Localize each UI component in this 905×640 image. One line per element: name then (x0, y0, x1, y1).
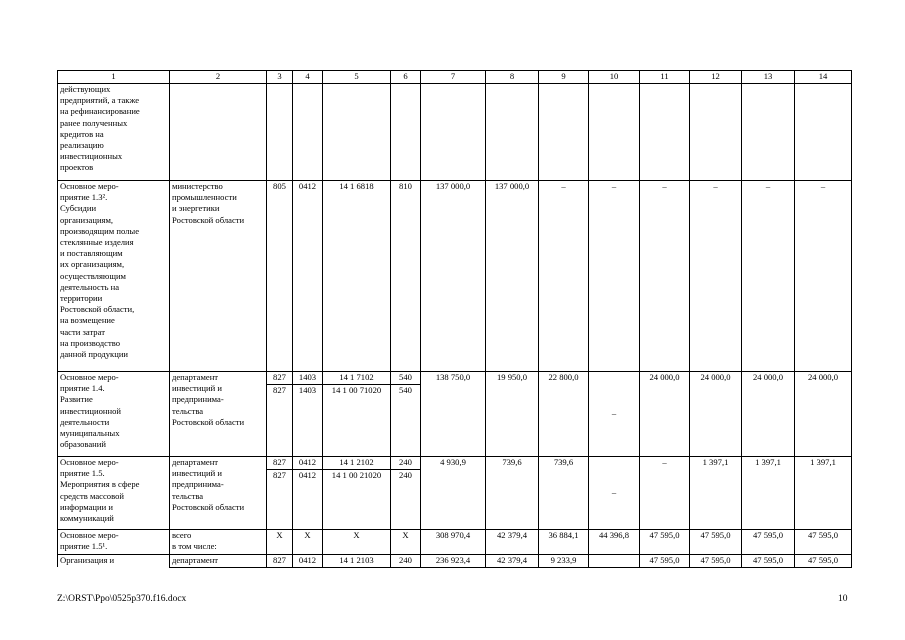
year-cell (589, 555, 640, 568)
year-cell: – (589, 457, 640, 530)
text-line: стеклянные изделия (60, 237, 134, 248)
empty-cell (170, 84, 267, 181)
year-cell: 47 595,0 (742, 555, 795, 568)
text-line: приятие 1.5¹. (60, 541, 108, 552)
text-line: промышленности (172, 192, 237, 203)
csr-cell: 14 1 00 71020 (323, 385, 391, 457)
text-line: на рефинансирование (60, 106, 140, 117)
table-row (58, 372, 852, 385)
text-line: и поставляющим (60, 248, 123, 259)
empty-cell (589, 84, 640, 181)
text-line: части затрат (60, 326, 105, 337)
text-line: и энергетики (172, 203, 220, 214)
text-line: Развитие (60, 394, 93, 405)
text-line: кредитов на (60, 128, 104, 139)
text-line: Основное меро- (60, 181, 119, 191)
year-cell: 24 000,0 (795, 372, 852, 457)
year-cell: 42 379,4 (486, 555, 539, 568)
year-cell: – (589, 372, 640, 457)
header-cell-13: 13 (742, 71, 795, 84)
total-cell: 137 000,0 (421, 181, 486, 372)
table-row (58, 181, 852, 372)
year-cell: 44 396,8 (589, 530, 640, 555)
vr-cell: Х (391, 530, 421, 555)
header-cell-5: 5 (323, 71, 391, 84)
text-line: приятие 1.5. (60, 468, 105, 479)
rzpr-cell: Х (293, 530, 323, 555)
text-line: предприятий, а также (60, 95, 140, 106)
csr-cell: 14 1 2103 (323, 555, 391, 568)
rzpr-cell: 1403 (293, 372, 323, 385)
text-line: ранее полученных (60, 117, 128, 128)
year-cell: 47 595,0 (640, 530, 690, 555)
footer-file-path: Z:\ORST\Ppo\0525p370.f16.docx (57, 594, 187, 604)
text-line: департамент (172, 457, 219, 467)
text-line: на производство (60, 337, 121, 348)
csr-cell: Х (323, 530, 391, 555)
empty-cell (391, 84, 421, 181)
empty-cell (421, 84, 486, 181)
year-cell: – (640, 181, 690, 372)
text-line: всего (172, 530, 192, 540)
vr-cell: 240 (391, 555, 421, 568)
year-cell: – (539, 181, 589, 372)
year-cell: – (589, 181, 640, 372)
text-line: деятельность на (60, 281, 120, 292)
header-cell-1: 1 (58, 71, 170, 84)
grbs-cell: 805 (267, 181, 293, 372)
csr-cell: 14 1 7102 (323, 372, 391, 385)
text-line: Ростовской области (172, 214, 245, 225)
year-cell: 36 884,1 (539, 530, 589, 555)
header-cell-3: 3 (267, 71, 293, 84)
text-line: в том числе: (172, 541, 217, 552)
year-cell: 47 595,0 (690, 555, 742, 568)
text-line: министерство (172, 181, 223, 191)
text-line: Основное меро- (60, 457, 119, 467)
text-line: тельства (172, 405, 204, 416)
text-line: деятельности (60, 416, 110, 427)
text-line: на возмещение (60, 315, 115, 326)
year-cell: 24 000,0 (690, 372, 742, 457)
header-cell-7: 7 (421, 71, 486, 84)
year-cell: 1 397,1 (690, 457, 742, 530)
text-line: Ростовской области (172, 416, 245, 427)
rzpr-cell: 0412 (293, 470, 323, 530)
table-row (58, 530, 852, 555)
grbs-cell: Х (267, 530, 293, 555)
year-cell: 47 595,0 (640, 555, 690, 568)
text-line: тельства (172, 490, 204, 501)
text-line: Субсидии (60, 203, 97, 214)
text-line: Основное меро- (60, 372, 119, 382)
year-cell: 22 800,0 (539, 372, 589, 457)
grbs-cell: 827 (267, 555, 293, 568)
text-line: инвестиционных (60, 151, 123, 162)
year-cell: 47 595,0 (742, 530, 795, 555)
vr-cell: 240 (391, 457, 421, 470)
executor-cell: департамент (170, 555, 267, 568)
activity-name-cell (58, 181, 170, 372)
year-cell: 24 000,0 (742, 372, 795, 457)
header-row (58, 71, 852, 84)
table-row (58, 555, 852, 568)
grbs-cell: 827 (267, 457, 293, 470)
executor-cell (170, 372, 267, 457)
vr-cell: 240 (391, 470, 421, 530)
header-cell-2: 2 (170, 71, 267, 84)
year-cell: 42 379,4 (486, 530, 539, 555)
vr-cell: 810 (391, 181, 421, 372)
year-cell: 1 397,1 (795, 457, 852, 530)
vr-cell: 540 (391, 385, 421, 457)
year-cell: – (690, 181, 742, 372)
empty-cell (742, 84, 795, 181)
grbs-cell: 827 (267, 385, 293, 457)
text-line: реализацию (60, 140, 104, 151)
header-cell-12: 12 (690, 71, 742, 84)
text-line: инвестиций и (172, 383, 222, 394)
text-line: осуществляющим (60, 270, 126, 281)
rzpr-cell: 1403 (293, 385, 323, 457)
activity-name-cell (58, 84, 170, 181)
total-cell: 4 930,9 (421, 457, 486, 530)
empty-cell (293, 84, 323, 181)
rzpr-cell: 0412 (293, 181, 323, 372)
header-cell-6: 6 (391, 71, 421, 84)
empty-cell (539, 84, 589, 181)
year-cell: 739,6 (486, 457, 539, 530)
text-line: образований (60, 439, 106, 450)
rzpr-cell: 0412 (293, 555, 323, 568)
year-cell: – (640, 457, 690, 530)
year-cell: – (795, 181, 852, 372)
activity-name-cell (58, 372, 170, 457)
text-line: Мероприятия в сфере (60, 479, 140, 490)
total-cell: 138 750,0 (421, 372, 486, 457)
executor-cell (170, 457, 267, 530)
year-cell: – (742, 181, 795, 372)
text-line: Ростовской области, (60, 304, 135, 315)
text-line: приятие 1.4. (60, 383, 105, 394)
text-line: средств массовой (60, 490, 124, 501)
text-line: их организациям, (60, 259, 125, 270)
text-line: действующих (60, 84, 111, 94)
table-row (58, 84, 852, 181)
year-cell: 47 595,0 (690, 530, 742, 555)
header-cell-10: 10 (589, 71, 640, 84)
activity-name-cell (58, 457, 170, 530)
empty-cell (267, 84, 293, 181)
text-line: организациям, (60, 214, 114, 225)
text-line: предпринима- (172, 479, 224, 490)
rzpr-cell: 0412 (293, 457, 323, 470)
header-cell-9: 9 (539, 71, 589, 84)
grbs-cell: 827 (267, 372, 293, 385)
year-cell: 739,6 (539, 457, 589, 530)
empty-cell (486, 84, 539, 181)
year-cell: 24 000,0 (640, 372, 690, 457)
executor-cell (170, 530, 267, 555)
text-line: инвестиций и (172, 468, 222, 479)
year-cell: 47 595,0 (795, 555, 852, 568)
header-cell-14: 14 (795, 71, 852, 84)
text-line: приятие 1.3². (60, 192, 108, 203)
csr-cell: 14 1 6818 (323, 181, 391, 372)
text-line: производящим полые (60, 225, 140, 236)
page-number: 10 (838, 594, 848, 604)
year-cell: 137 000,0 (486, 181, 539, 372)
text-line: департамент (172, 372, 219, 382)
text-line: предпринима- (172, 394, 224, 405)
year-cell: 1 397,1 (742, 457, 795, 530)
header-cell-4: 4 (293, 71, 323, 84)
total-cell: 236 923,4 (421, 555, 486, 568)
activity-name-cell (58, 530, 170, 555)
text-line: муниципальных (60, 428, 120, 439)
text-line: Ростовской области (172, 501, 245, 512)
empty-cell (323, 84, 391, 181)
text-line: Основное меро- (60, 530, 119, 540)
year-cell: 19 950,0 (486, 372, 539, 457)
budget-table (57, 70, 852, 568)
year-cell: 47 595,0 (795, 530, 852, 555)
empty-cell (640, 84, 690, 181)
vr-cell: 540 (391, 372, 421, 385)
text-line: информации и (60, 501, 113, 512)
empty-cell (690, 84, 742, 181)
year-cell: 9 233,9 (539, 555, 589, 568)
activity-name-cell: Организация и (58, 555, 170, 568)
text-line: данной продукции (60, 349, 129, 360)
grbs-cell: 827 (267, 470, 293, 530)
header-cell-8: 8 (486, 71, 539, 84)
header-cell-11: 11 (640, 71, 690, 84)
csr-cell: 14 1 00 21020 (323, 470, 391, 530)
empty-cell (795, 84, 852, 181)
total-cell: 308 970,4 (421, 530, 486, 555)
csr-cell: 14 1 2102 (323, 457, 391, 470)
text-line: территории (60, 293, 103, 304)
table-row (58, 457, 852, 470)
text-line: инвестиционной (60, 405, 121, 416)
text-line: проектов (60, 162, 94, 173)
executor-cell (170, 181, 267, 372)
text-line: коммуникаций (60, 513, 114, 524)
